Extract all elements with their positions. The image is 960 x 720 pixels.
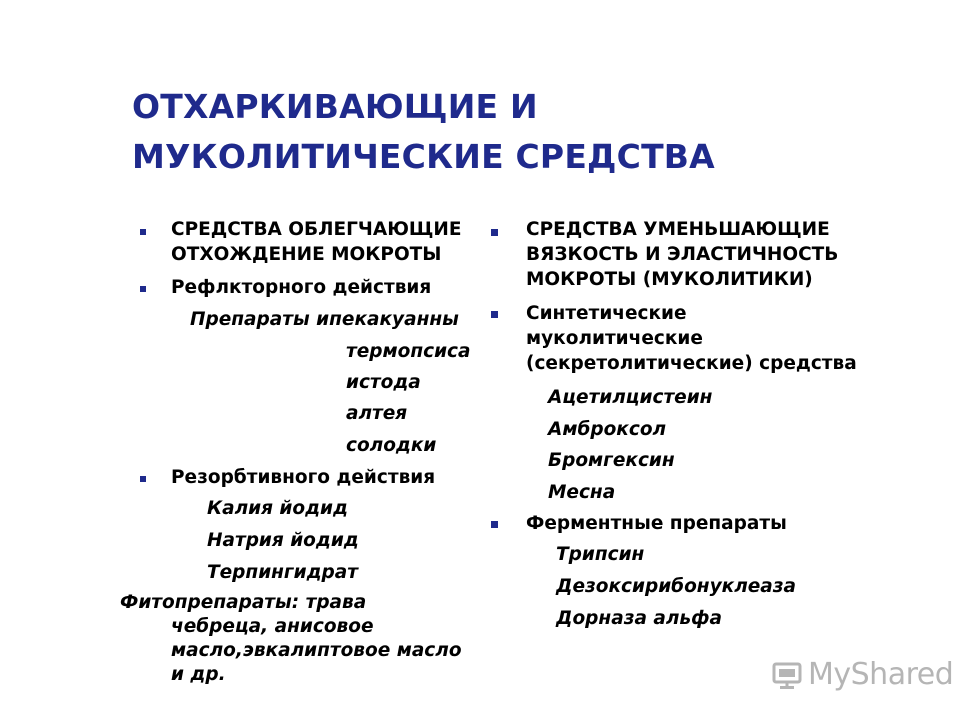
bullet-icon: [491, 521, 498, 528]
synthetic-item-mesna: Месна: [548, 482, 616, 503]
synthetic-item-bromhexine: Бромгексин: [548, 450, 675, 471]
synthetic-line-2: муколитические: [526, 328, 703, 349]
bullet-icon: [140, 476, 146, 482]
enzyme-item-dnase: Дезоксирибонуклеаза: [556, 576, 797, 597]
title-line-1: ОТХАРКИВАЮЩИЕ И: [132, 87, 538, 126]
synthetic-line-1: Синтетические: [526, 303, 687, 324]
myshared-watermark: [771, 655, 953, 695]
enzyme-item-dornase-alfa: Дорназа альфа: [556, 608, 722, 629]
resorptive-item-potassium-iodide: Калия йодид: [207, 498, 348, 519]
reflex-item-licorice: солодки: [346, 435, 437, 456]
presentation-icon: [771, 659, 803, 691]
reflex-item-istod: истода: [346, 372, 421, 393]
right-heading-line-3: МОКРОТЫ (МУКОЛИТИКИ): [526, 269, 813, 290]
phyto-line-1: Фитопрепараты: трава: [120, 592, 367, 613]
synthetic-item-acetylcysteine: Ацетилцистеин: [548, 387, 713, 408]
synthetic-line-3: (секретолитические) средства: [526, 353, 857, 374]
watermark-text: MyShared: [808, 657, 954, 692]
resorptive-item-sodium-iodide: Натрия йодид: [207, 530, 359, 551]
enzyme-item-trypsin: Трипсин: [556, 544, 645, 565]
left-heading-line-2: ОТХОЖДЕНИЕ МОКРОТЫ: [171, 244, 442, 265]
synthetic-item-ambroxol: Амброксол: [548, 419, 667, 440]
reflex-item-ipecac: Препараты ипекакуанны: [190, 309, 459, 330]
bullet-icon: [140, 286, 146, 292]
enzyme-heading: Ферментные препараты: [526, 513, 787, 534]
reflex-heading: Рефлкторного действия: [171, 277, 432, 298]
bullet-icon: [491, 311, 498, 318]
right-heading-line-2: ВЯЗКОСТЬ И ЭЛАСТИЧНОСТЬ: [526, 244, 839, 265]
phyto-line-3: масло,эвкалиптовое масло: [171, 640, 462, 661]
reflex-item-althea: алтея: [346, 403, 408, 424]
slide-title: [132, 82, 892, 182]
left-heading-line-1: СРЕДСТВА ОБЛЕГЧАЮЩИЕ: [171, 219, 462, 240]
bullet-icon: [491, 229, 498, 236]
right-heading-line-1: СРЕДСТВА УМЕНЬШАЮЩИЕ: [526, 219, 830, 240]
title-line-2: МУКОЛИТИЧЕСКИЕ СРЕДСТВА: [132, 137, 715, 176]
reflex-item-thermopsis: термопсиса: [346, 341, 471, 362]
bullet-icon: [140, 229, 146, 235]
phyto-line-4: и др.: [171, 664, 226, 685]
phyto-line-2: чебреца, анисовое: [171, 616, 374, 637]
resorptive-item-terpin-hydrate: Терпингидрат: [207, 562, 358, 583]
resorptive-heading: Резорбтивного действия: [171, 467, 436, 488]
